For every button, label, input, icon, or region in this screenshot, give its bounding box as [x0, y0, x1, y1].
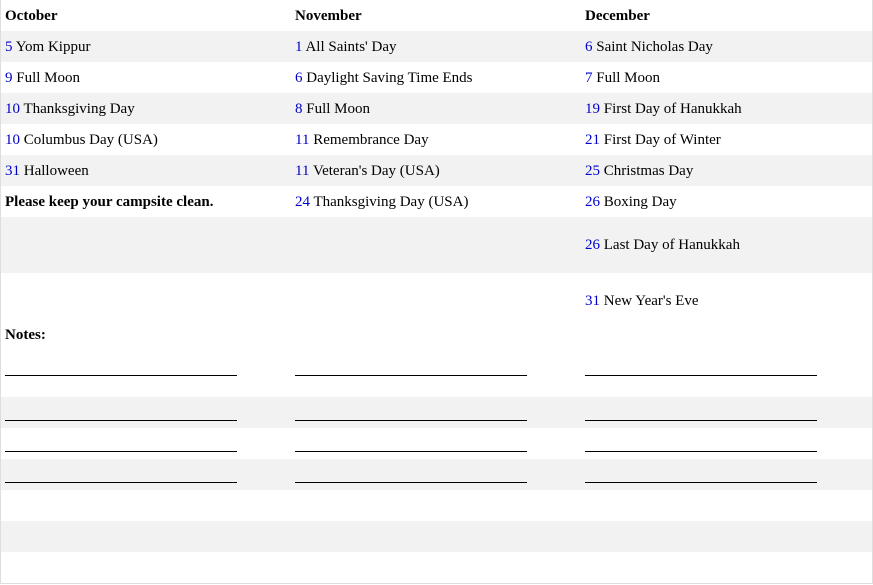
november-event: [295, 69, 473, 87]
event-day: 24: [295, 194, 310, 210]
november-event: [295, 38, 396, 56]
event-name: Thanksgiving Day: [23, 101, 135, 117]
note-line: [5, 375, 237, 376]
event-day: 8: [295, 101, 303, 117]
event-name: Last Day of Hanukkah: [603, 237, 740, 253]
december-event: [585, 236, 740, 254]
november-event: [295, 131, 429, 149]
event-day: 9: [5, 70, 13, 86]
note-line: [585, 451, 817, 452]
november-event: [295, 100, 370, 118]
december-event: [585, 193, 677, 211]
event-name: Full Moon: [306, 101, 371, 117]
event-name: Full Moon: [16, 70, 81, 86]
note-line: [5, 451, 237, 452]
event-day: 31: [585, 293, 600, 309]
event-name: Veteran's Day (USA): [312, 163, 440, 179]
event-name: Halloween: [23, 163, 89, 179]
campsite-notice: Please keep your campsite clean.: [5, 194, 214, 210]
october-event: [5, 69, 80, 87]
event-name: Saint Nicholas Day: [596, 39, 713, 55]
event-name: Daylight Saving Time Ends: [306, 70, 473, 86]
december-event: [585, 131, 721, 149]
note-line: [295, 451, 527, 452]
event-name: New Year's Eve: [603, 293, 699, 309]
note-line: [5, 420, 237, 421]
event-day: 26: [585, 237, 600, 253]
october-event: [5, 162, 89, 180]
december-event: [585, 38, 713, 56]
row-stripe: [1, 217, 872, 273]
event-day: 1: [295, 39, 303, 55]
december-event: [585, 69, 660, 87]
event-day: 31: [5, 163, 20, 179]
event-day: 25: [585, 163, 600, 179]
event-day: 26: [585, 194, 600, 210]
event-day: 11: [295, 132, 310, 148]
november-event: [295, 162, 440, 180]
header-december: December: [585, 8, 650, 24]
notes-label: Notes:: [5, 327, 46, 343]
note-line: [295, 375, 527, 376]
note-line: [585, 482, 817, 483]
note-line: [5, 482, 237, 483]
event-name: All Saints' Day: [305, 39, 397, 55]
event-name: Full Moon: [596, 70, 661, 86]
event-day: 6: [585, 39, 593, 55]
event-name: Christmas Day: [603, 163, 694, 179]
event-day: 7: [585, 70, 593, 86]
october-event: [5, 100, 135, 118]
event-name: First Day of Hanukkah: [603, 101, 742, 117]
header-october: October: [5, 8, 58, 24]
october-event: [5, 131, 158, 149]
december-event: [585, 100, 742, 118]
event-name: First Day of Winter: [603, 132, 721, 148]
event-name: Thanksgiving Day (USA): [313, 194, 469, 210]
header-november: November: [295, 8, 362, 24]
december-event: [585, 292, 699, 310]
event-day: 5: [5, 39, 13, 55]
note-line: [295, 482, 527, 483]
event-name: Remembrance Day: [313, 132, 429, 148]
note-line: [295, 420, 527, 421]
event-day: 10: [5, 132, 20, 148]
event-name: Boxing Day: [603, 194, 677, 210]
event-day: 11: [295, 163, 310, 179]
row-stripe: [1, 521, 872, 552]
row-stripe: [1, 31, 872, 62]
december-event: [585, 162, 693, 180]
november-event: [295, 193, 468, 211]
row-stripe: [1, 459, 872, 490]
event-day: 21: [585, 132, 600, 148]
october-event: [5, 38, 90, 56]
event-day: 19: [585, 101, 600, 117]
row-stripe: [1, 397, 872, 428]
event-name: Yom Kippur: [15, 39, 91, 55]
event-day: 10: [5, 101, 20, 117]
note-line: [585, 375, 817, 376]
event-name: Columbus Day (USA): [23, 132, 158, 148]
note-line: [585, 420, 817, 421]
event-day: 6: [295, 70, 303, 86]
